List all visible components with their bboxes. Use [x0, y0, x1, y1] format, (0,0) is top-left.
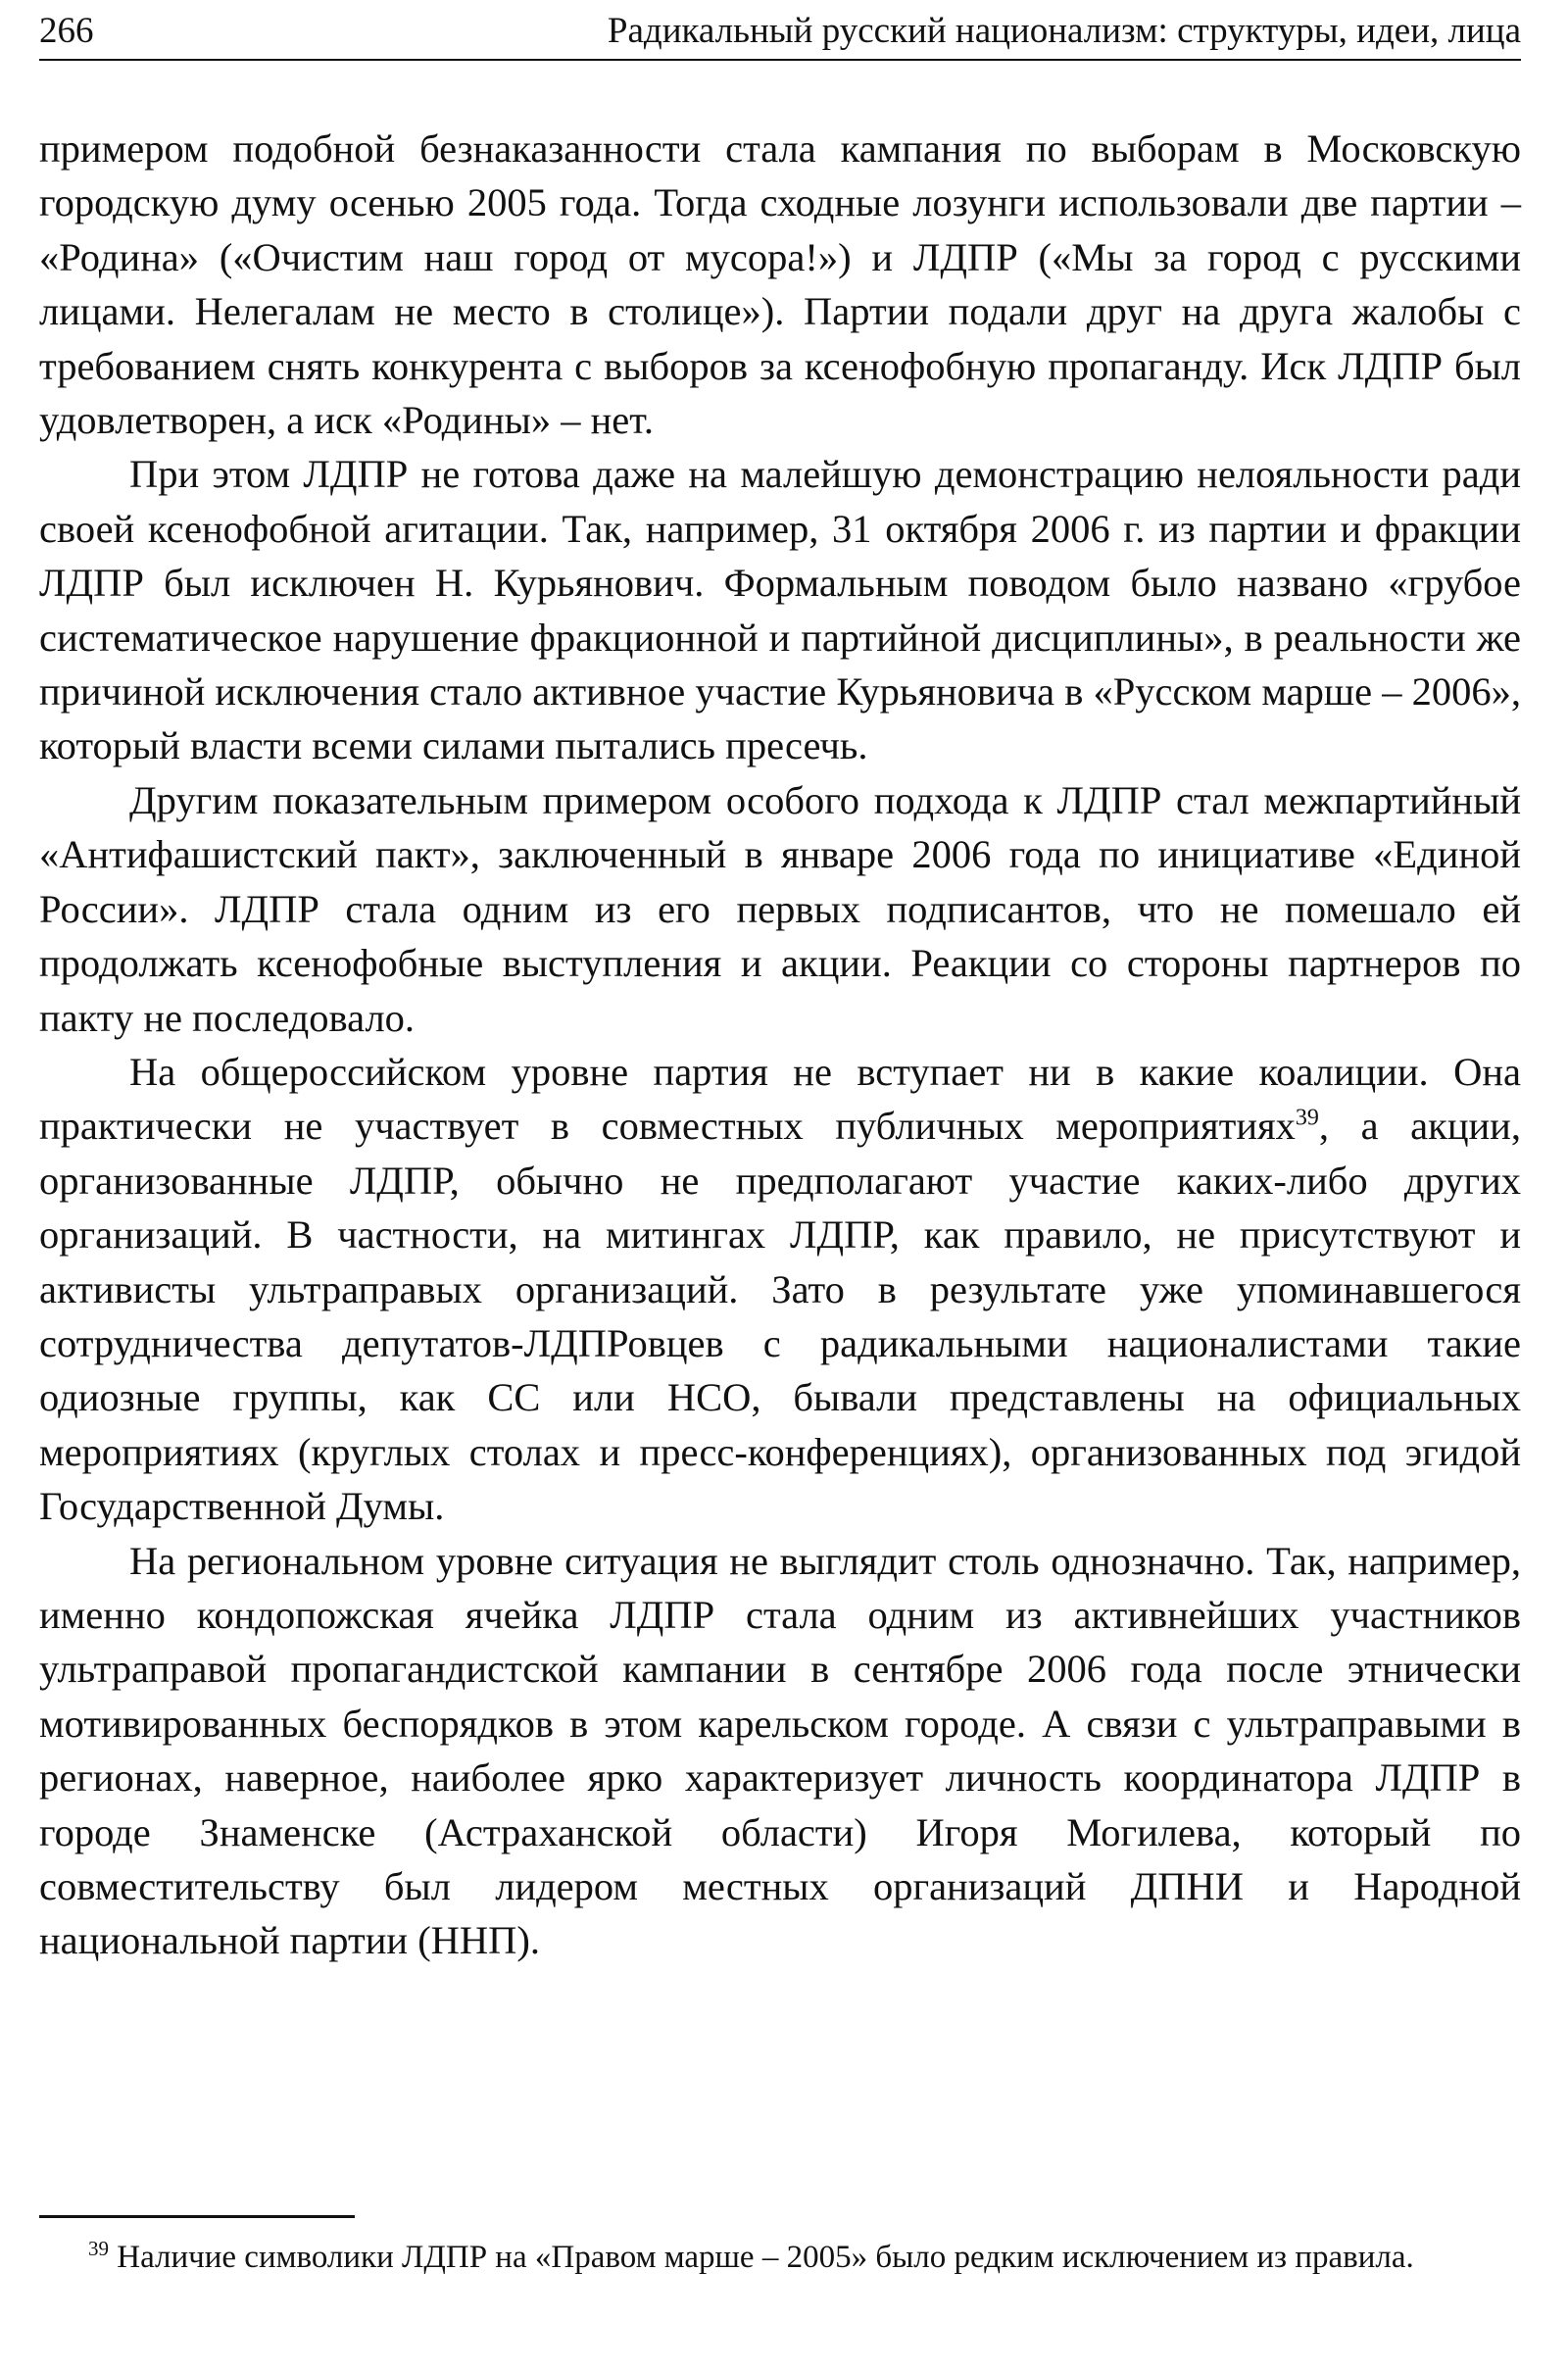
paragraph-coalitions-text-end: , а акции, организованные ЛДПР, обычно не предполагают участие каких-либо других организаций. В частности, на митингах ЛДПР, как правило, не присутствуют и активисты ультраправых организаций. Зато в результате уже упоминавшегося сотрудничества депутатов-ЛДПРовцев с радикальными националистами такие одиозные группы, как СС или НСО, бывали представлены на официальных мероприятиях (круглых столах и пресс-конференциях), организованных под эгидой Государственной Думы. — [39, 1104, 1521, 1529]
footnote-reference: 39 — [1295, 1105, 1319, 1131]
paragraph-antifascist-pact: Другим показательным примером особого подхода к ЛДПР стал межпартийный «Антифашистский пакт», заключенный в январе 2006 года по инициативе «Единой России». ЛДПР стала одним из его первых подписантов, что не помешало ей продолжать ксенофобные выступления и акции. Реакции со стороны партнеров по пакту не последовало. — [39, 777, 1521, 1040]
footnote-divider — [39, 2215, 355, 2218]
footnote-number: 39 — [88, 2237, 109, 2260]
paragraph-regional-level: На региональном уровне ситуация не выглядит столь однозначно. Так, например, именно кондопожская ячейка ЛДПР стала одним из активнейших участников ультраправой пропагандистской кампании в сентябре 2006 года после этнически мотивированных беспорядков в этом карельском городе. А связи с ультраправыми в регионах, наверное, наиболее ярко характеризует личность координатора ЛДПР в городе Знаменске (Астраханской области) Игоря Могилева, который по совместительству был лидером местных организаций ДПНИ и Народной национальной партии (ННП). — [39, 1538, 1521, 1963]
paragraph-continued: примером подобной безнаказанности стала кампания по выборам в Московскую городскую думу осенью 2005 года. Тогда сходные лозунги использовали две партии – «Родина» («Очистим наш город от мусора!») и ЛДПР («Мы за город с русскими лицами. Нелегалам не место в столице»). Партии подали друг на друга жалобы с требованием снять конкурента с выборов за ксенофобную пропаганду. Иск ЛДПР был удовлетворен, а иск «Родины» – нет. — [39, 126, 1521, 443]
footnote-text: Наличие символики ЛДПР на «Правом марше – 2005» было редким исключением из правила. — [117, 2240, 1414, 2275]
page-number: 266 — [39, 11, 94, 51]
paragraph-coalitions — [39, 1045, 1521, 1534]
paragraph-coalitions-text-start: На общероссийском уровне партия не вступает ни в какие коалиции. Она практически не участвует в совместных публичных мероприятиях — [39, 1049, 1521, 1149]
running-title: Радикальный русский национализм: структуры, идеи, лица — [607, 11, 1521, 51]
paragraph-ldpr-loyalty: При этом ЛДПР не готова даже на малейшую демонстрацию нелояльности ради своей ксенофобной агитации. Так, например, 31 октября 2006 г. из партии и фракции ЛДПР был исключен Н. Курьянович. Формальным поводом было названо «грубое систематическое нарушение фракционной и партийной дисциплины», в реальности же причиной исключения стало активное участие Курьяновича в «Русском марше – 2006», который власти всеми силами пытались пресечь. — [39, 452, 1521, 768]
running-header — [39, 4, 1521, 61]
footnote — [39, 2233, 1521, 2282]
book-page — [39, 0, 1521, 2370]
body-text — [39, 122, 1521, 1968]
